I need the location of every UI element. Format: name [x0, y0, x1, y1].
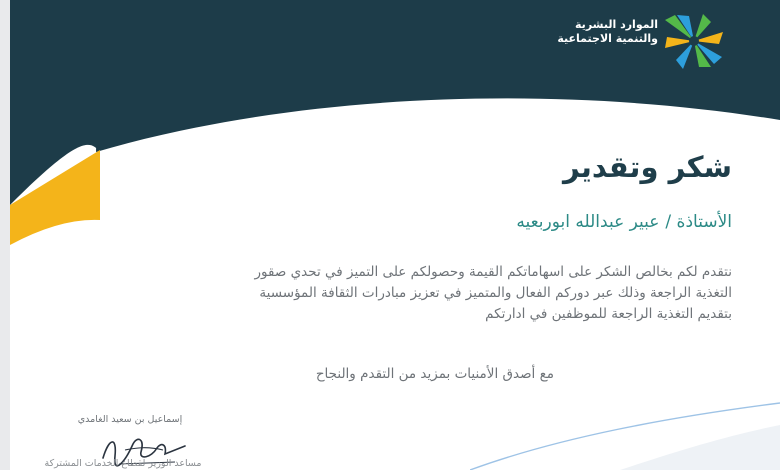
ministry-name-line1: الموارد البشرية — [575, 18, 658, 31]
certificate-title: شكر وتقدير — [563, 150, 732, 184]
bottom-decorative-curve — [470, 395, 780, 470]
closing-wishes: مع أصدق الأمنيات بمزيد من التقدم والنجاح — [315, 366, 554, 382]
ministry-name — [557, 18, 658, 46]
signatory-name: إسماعيل بن سعيد الغامدي — [77, 414, 183, 425]
recipient-line — [510, 212, 732, 232]
ministry-logo-icon — [663, 12, 725, 72]
signatory-role: مساعد الوزير لقطاع الخدمات المشتركة — [44, 458, 202, 469]
recipient-name: عبير عبدالله ابوربعيه — [516, 212, 660, 232]
certificate-body-text: نتقدم لكم بخالص الشكر على اسهاماتكم القيمة وحصولكم على التميز في تحدي صقور التغذية الراجعة وذلك عبر دوركم الفعال والمتميز في تعزيز مبادرات الثقافة المؤسسية بتقديم التغذية الراجعة للموظفين في ادارتكم — [254, 264, 732, 322]
ministry-name-line2: والتنمية الاجتماعية — [557, 32, 658, 45]
recipient-prefix: الأستاذة / — [665, 212, 732, 232]
